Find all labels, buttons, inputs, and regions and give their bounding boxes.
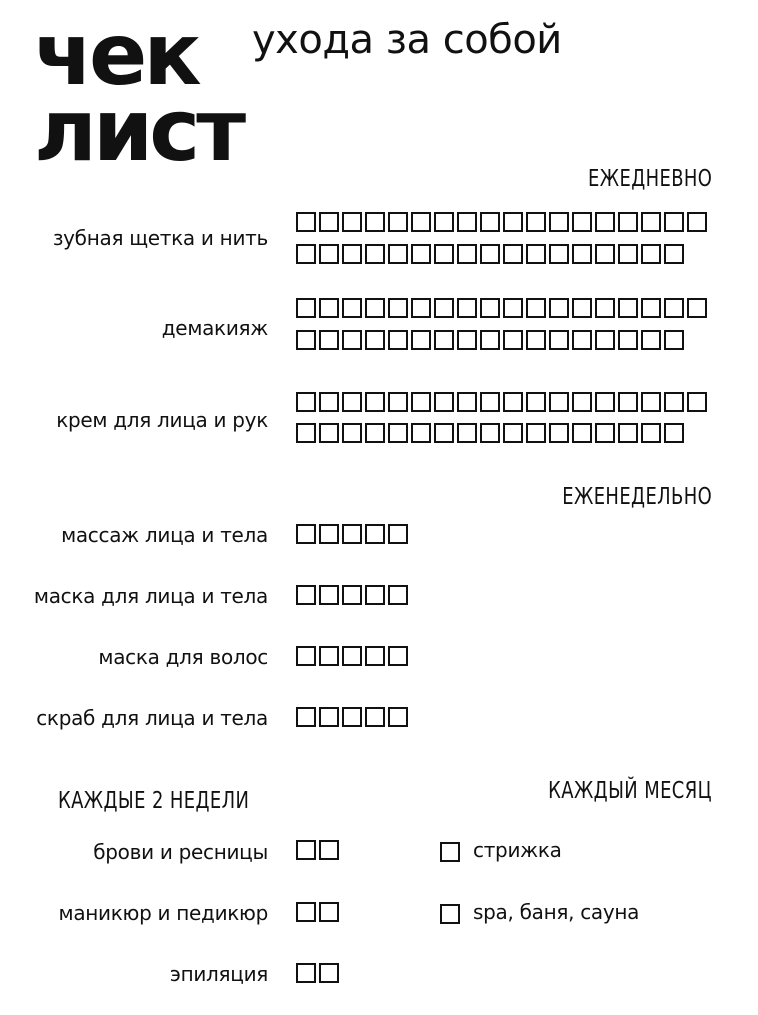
checkbox[interactable] <box>664 212 684 232</box>
checkbox[interactable] <box>457 212 477 232</box>
checkbox[interactable] <box>572 298 592 318</box>
checkbox[interactable] <box>549 298 569 318</box>
checklist-title-line2: лист <box>34 81 243 181</box>
checkbox[interactable] <box>641 212 661 232</box>
checkbox[interactable] <box>296 524 316 544</box>
weekly-item-label: массаж лица и тела <box>61 523 268 547</box>
checkbox[interactable] <box>388 585 408 605</box>
checkbox[interactable] <box>687 212 707 232</box>
monthly-checkbox-row <box>440 842 463 862</box>
checkbox[interactable] <box>296 244 316 264</box>
daily-item-label: зубная щетка и нить <box>52 226 268 250</box>
biweekly-item-label: маникюр и педикюр <box>58 901 268 925</box>
checkbox[interactable] <box>526 423 546 443</box>
checkbox[interactable] <box>457 244 477 264</box>
weekly-checkbox-row <box>296 524 411 544</box>
daily-item-label: демакияж <box>161 316 268 340</box>
checkbox[interactable] <box>687 298 707 318</box>
checkbox[interactable] <box>388 392 408 412</box>
checkbox[interactable] <box>365 244 385 264</box>
checkbox[interactable] <box>549 212 569 232</box>
checkbox[interactable] <box>549 423 569 443</box>
checkbox[interactable] <box>457 392 477 412</box>
checkbox[interactable] <box>296 707 316 727</box>
daily-checkbox-row <box>296 423 687 443</box>
checkbox[interactable] <box>434 330 454 350</box>
checkbox[interactable] <box>296 212 316 232</box>
checkbox[interactable] <box>526 330 546 350</box>
weekly-item-label: скраб для лица и тела <box>36 706 268 730</box>
weekly-item-label: маска для волос <box>98 645 268 669</box>
weekly-checkbox-row <box>296 646 411 666</box>
checkbox[interactable] <box>572 330 592 350</box>
checkbox[interactable] <box>595 298 615 318</box>
checkbox[interactable] <box>342 330 362 350</box>
checkbox[interactable] <box>572 244 592 264</box>
checkbox[interactable] <box>319 423 339 443</box>
checkbox[interactable] <box>319 524 339 544</box>
checkbox[interactable] <box>480 212 500 232</box>
checkbox[interactable] <box>457 423 477 443</box>
biweekly-checkbox-row <box>296 902 342 922</box>
checkbox[interactable] <box>503 392 523 412</box>
checkbox[interactable] <box>319 212 339 232</box>
checkbox[interactable] <box>641 423 661 443</box>
checkbox[interactable] <box>342 212 362 232</box>
checkbox[interactable] <box>342 646 362 666</box>
checkbox[interactable] <box>319 707 339 727</box>
checkbox[interactable] <box>618 423 638 443</box>
weekly-checkbox-row <box>296 585 411 605</box>
checkbox[interactable] <box>503 212 523 232</box>
checkbox[interactable] <box>296 902 316 922</box>
monthly-item-label: spa, баня, сауна <box>473 900 640 924</box>
checkbox[interactable] <box>440 842 460 862</box>
section-daily-heading: ЕЖЕДНЕВНО <box>587 166 712 192</box>
checkbox[interactable] <box>365 330 385 350</box>
checkbox[interactable] <box>664 423 684 443</box>
checkbox[interactable] <box>572 423 592 443</box>
checkbox[interactable] <box>319 963 339 983</box>
checkbox[interactable] <box>526 244 546 264</box>
checkbox[interactable] <box>503 423 523 443</box>
checkbox[interactable] <box>664 392 684 412</box>
checkbox[interactable] <box>434 212 454 232</box>
checkbox[interactable] <box>572 212 592 232</box>
checkbox[interactable] <box>296 840 316 860</box>
checkbox[interactable] <box>526 212 546 232</box>
checkbox[interactable] <box>503 244 523 264</box>
section-biweekly-heading: КАЖДЫЕ 2 НЕДЕЛИ <box>58 788 250 814</box>
checkbox[interactable] <box>296 963 316 983</box>
checkbox[interactable] <box>411 330 431 350</box>
checkbox[interactable] <box>595 392 615 412</box>
checkbox[interactable] <box>526 298 546 318</box>
checkbox[interactable] <box>664 330 684 350</box>
biweekly-item-label: эпиляция <box>169 962 268 986</box>
checkbox[interactable] <box>319 392 339 412</box>
checkbox[interactable] <box>618 330 638 350</box>
checkbox[interactable] <box>618 298 638 318</box>
monthly-checkbox-row <box>440 904 463 924</box>
checkbox[interactable] <box>365 392 385 412</box>
checkbox[interactable] <box>319 840 339 860</box>
checkbox[interactable] <box>296 298 316 318</box>
checkbox[interactable] <box>440 904 460 924</box>
checkbox[interactable] <box>411 212 431 232</box>
checkbox[interactable] <box>572 392 592 412</box>
checkbox[interactable] <box>342 585 362 605</box>
checkbox[interactable] <box>365 707 385 727</box>
checkbox[interactable] <box>641 330 661 350</box>
checkbox[interactable] <box>388 298 408 318</box>
checkbox[interactable] <box>365 646 385 666</box>
checkbox[interactable] <box>595 423 615 443</box>
checkbox[interactable] <box>480 298 500 318</box>
checkbox[interactable] <box>296 585 316 605</box>
checkbox[interactable] <box>296 330 316 350</box>
daily-checkbox-row <box>296 298 710 318</box>
checkbox[interactable] <box>342 392 362 412</box>
checkbox[interactable] <box>319 646 339 666</box>
checkbox[interactable] <box>641 392 661 412</box>
checkbox[interactable] <box>388 646 408 666</box>
checkbox[interactable] <box>296 392 316 412</box>
checkbox[interactable] <box>319 585 339 605</box>
daily-checkbox-row <box>296 212 710 232</box>
checkbox[interactable] <box>342 298 362 318</box>
checkbox[interactable] <box>319 330 339 350</box>
checkbox[interactable] <box>388 524 408 544</box>
checkbox[interactable] <box>457 330 477 350</box>
biweekly-item-label: брови и ресницы <box>93 840 268 864</box>
checkbox[interactable] <box>365 212 385 232</box>
daily-item-label: крем для лица и рук <box>56 408 268 432</box>
checkbox[interactable] <box>388 330 408 350</box>
checkbox[interactable] <box>549 244 569 264</box>
checkbox[interactable] <box>503 330 523 350</box>
checkbox[interactable] <box>480 423 500 443</box>
checkbox[interactable] <box>503 298 523 318</box>
checkbox[interactable] <box>434 392 454 412</box>
checkbox[interactable] <box>526 392 546 412</box>
checkbox[interactable] <box>618 244 638 264</box>
weekly-item-label: маска для лица и тела <box>33 584 268 608</box>
checkbox[interactable] <box>618 392 638 412</box>
checklist-subtitle: ухода за собой <box>252 17 562 63</box>
daily-checkbox-row <box>296 330 687 350</box>
checkbox[interactable] <box>319 298 339 318</box>
checkbox[interactable] <box>342 423 362 443</box>
checkbox[interactable] <box>549 330 569 350</box>
biweekly-checkbox-row <box>296 963 342 983</box>
checkbox[interactable] <box>480 330 500 350</box>
checkbox[interactable] <box>342 707 362 727</box>
checkbox[interactable] <box>388 212 408 232</box>
checkbox[interactable] <box>595 244 615 264</box>
checkbox[interactable] <box>365 298 385 318</box>
checkbox[interactable] <box>687 392 707 412</box>
checkbox[interactable] <box>595 330 615 350</box>
checkbox[interactable] <box>480 392 500 412</box>
checkbox[interactable] <box>342 244 362 264</box>
checkbox[interactable] <box>319 902 339 922</box>
checkbox[interactable] <box>411 423 431 443</box>
daily-checkbox-row <box>296 244 687 264</box>
checkbox[interactable] <box>388 707 408 727</box>
checkbox[interactable] <box>641 298 661 318</box>
checkbox[interactable] <box>664 244 684 264</box>
checkbox[interactable] <box>365 585 385 605</box>
checkbox[interactable] <box>480 244 500 264</box>
daily-checkbox-row <box>296 392 710 412</box>
checkbox[interactable] <box>434 298 454 318</box>
checkbox[interactable] <box>664 298 684 318</box>
checkbox[interactable] <box>434 244 454 264</box>
checkbox[interactable] <box>319 244 339 264</box>
checkbox[interactable] <box>296 423 316 443</box>
biweekly-checkbox-row <box>296 840 342 860</box>
checkbox[interactable] <box>411 298 431 318</box>
checkbox[interactable] <box>618 212 638 232</box>
checklist-title-line1: чек <box>34 5 198 105</box>
checkbox[interactable] <box>342 524 362 544</box>
section-weekly-heading: ЕЖЕНЕДЕЛЬНО <box>562 484 712 510</box>
checkbox[interactable] <box>411 244 431 264</box>
checkbox[interactable] <box>595 212 615 232</box>
checkbox[interactable] <box>388 423 408 443</box>
checkbox[interactable] <box>549 392 569 412</box>
checkbox[interactable] <box>365 423 385 443</box>
checkbox[interactable] <box>641 244 661 264</box>
checkbox[interactable] <box>296 646 316 666</box>
checkbox[interactable] <box>365 524 385 544</box>
section-monthly-heading: КАЖДЫЙ МЕСЯЦ <box>548 778 712 804</box>
monthly-item-label: стрижка <box>473 838 562 862</box>
checkbox[interactable] <box>457 298 477 318</box>
checkbox[interactable] <box>434 423 454 443</box>
weekly-checkbox-row <box>296 707 411 727</box>
checkbox[interactable] <box>388 244 408 264</box>
checkbox[interactable] <box>411 392 431 412</box>
